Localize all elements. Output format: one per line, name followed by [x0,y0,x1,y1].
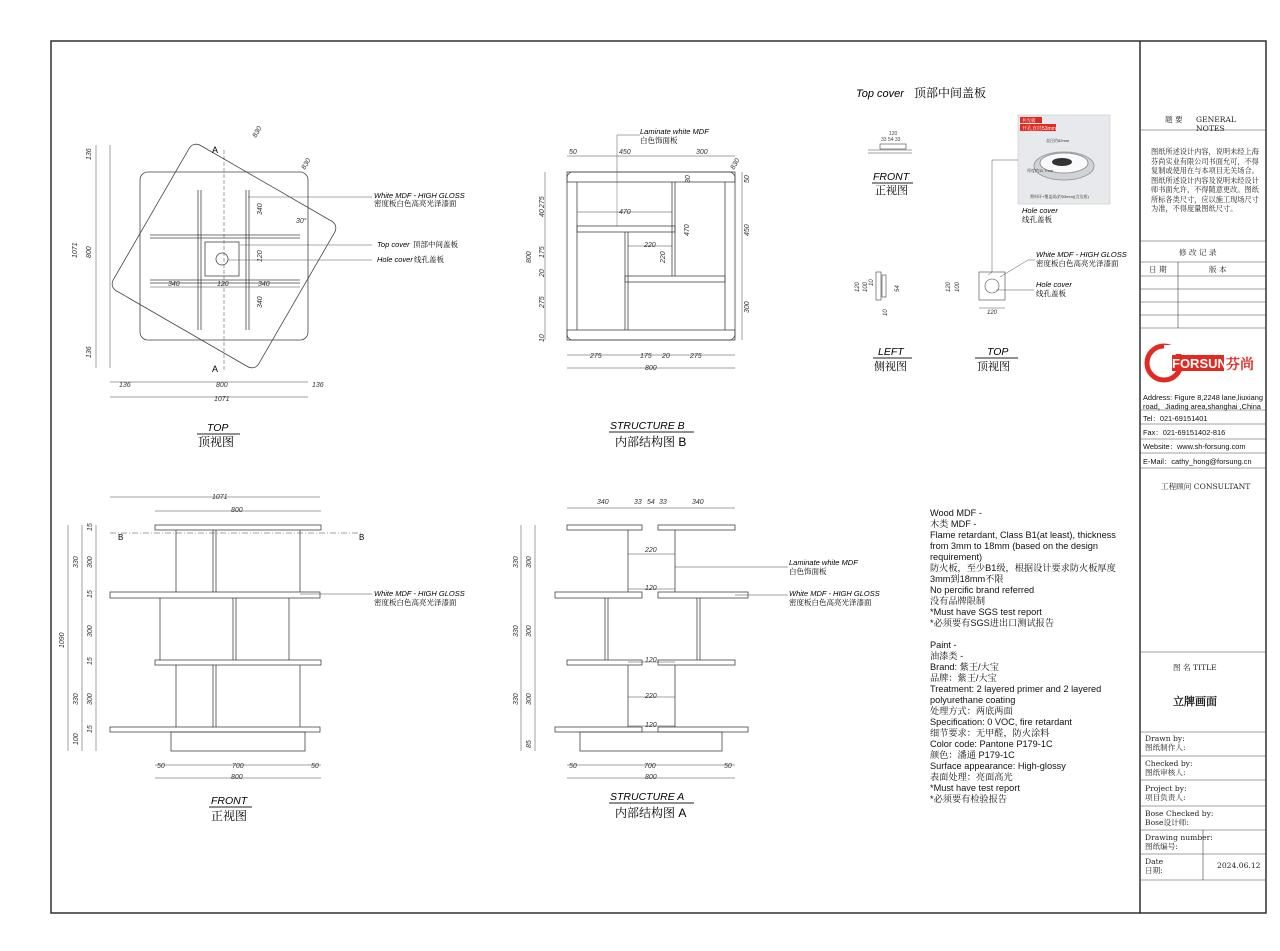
label-white-mdf-top-cn: 密度板白色高亮光泽漆面 [374,199,457,208]
dim-sb-220-v: 220 [660,251,667,263]
dim-sa-54: 54 [647,499,655,506]
dim-sb-800-v: 800 [526,251,533,263]
dim-fr-50-l: 50 [157,763,165,770]
label-hole-cover-en: Hole cover [377,255,413,264]
general-notes-cn: 题 要 [1165,115,1183,124]
dim-sb-10-v: 10 [539,334,546,342]
photo-tag: 共光板 [1022,118,1036,123]
drawing-number-label-cn: 图纸编号: [1145,842,1178,851]
note-line: Surface appearance: High-glossy [930,761,1066,771]
note-line: Paint - [930,640,957,650]
dim-tc-front-120: 120 [889,131,898,137]
drawing-number-label: Drawing number: [1145,833,1213,842]
photo-caption: 塑料环+覆盖面(约53mm)(含边框) [1030,194,1089,199]
date-label-cn: 日期: [1145,866,1163,875]
dim-sb-20-v: 20 [539,269,546,277]
dim-top-136-h1: 136 [119,382,131,389]
view-title-top: TOP [207,422,229,434]
note-line: Wood MDF - [930,508,982,518]
photo-dim-1: 直径约62mm [1046,138,1070,143]
label-hole-cover-tc-cn: 线孔盖板 [1036,289,1066,298]
consultant-label: 工程顾问 CONSULTANT [1161,482,1251,491]
detail-left-subtitle: 侧视图 [874,361,907,373]
dim-fr-1071: 1071 [212,494,228,501]
drawing-title: 立牌画面 [1173,695,1217,708]
note-line: *必须要有SGS进出口测试报告 [930,618,1055,628]
bose-checked-label: Bose Checked by: [1145,809,1214,818]
label-top-cover-en: Top cover [377,240,410,249]
logo-cn: 芬尚 [1226,356,1254,372]
label-white-mdf-sa-en: White MDF - HIGH GLOSS [789,589,880,598]
dim-top-340-v1: 340 [257,203,264,215]
dim-sb-30-v: 30 [685,175,692,183]
front-view [68,497,372,778]
date-value: 2024.06.12 [1217,861,1261,870]
dim-sb-800-h: 800 [645,365,657,372]
dim-sa-800: 800 [645,774,657,781]
section-mark-b-left: B [118,533,124,542]
title-block [1141,41,1266,913]
dim-top-800-v: 800 [86,246,93,258]
dim-fr-50-r: 50 [311,763,319,770]
label-hole-cover-cn: 线孔盖板 [414,255,444,264]
dim-sa-120-2: 120 [645,657,657,664]
top-cover-square [205,242,239,276]
top-cover-left [876,272,886,300]
dim-top-800-h: 800 [216,382,228,389]
dim-top-120-v: 120 [257,250,264,262]
detail-front-title: FRONT [873,171,910,183]
dim-top-136-h2: 136 [312,382,324,389]
structure-b-view [545,156,742,368]
company-email: E-Mail：cathy_hong@forsung.cn [1143,457,1252,466]
project-by-label-cn: 项目负责人: [1145,793,1186,802]
detail-front-subtitle: 正视图 [875,185,908,197]
dim-fr-15-1: 15 [87,523,94,531]
top-view [96,141,339,397]
dim-fr-300-1: 300 [87,556,94,568]
note-line: Color code: Pantone P179-1C [930,739,1053,749]
dim-sa-33-l: 33 [634,499,642,506]
revision-record-title: 修 改 记 录 [1179,248,1217,257]
label-white-mdf-front-en: White MDF - HIGH GLOSS [374,589,465,598]
dim-top-1071-h: 1071 [214,396,230,403]
dim-top-136-v2: 136 [86,346,93,358]
section-mark-a-top: A [212,145,219,155]
dim-fr-330-2: 330 [73,693,80,705]
dim-sb-830: 830 [729,157,742,171]
detail-left-title: LEFT [878,346,904,358]
note-line: 处理方式：两底两面 [930,706,1013,716]
dim-sb-40-v: 40 [539,209,546,217]
label-top-cover-cn: 顶部中间盖板 [413,240,458,249]
view-title-structure-b: STRUCTURE B [610,420,685,432]
dim-sb-50: 50 [569,149,577,156]
dim-sb-470: 470 [619,209,631,216]
dim-sa-33-r: 33 [659,499,667,506]
label-laminate-sb: Laminate white MDF [640,127,709,136]
hole-cover-circle [216,253,228,265]
label-hole-cover-tc-en: Hole cover [1036,280,1072,289]
detail-title-top-cover-cn: 顶部中间盖板 [914,86,987,100]
note-line: 表面处理：亮面高光 [930,772,1013,782]
dim-sb-20-h: 20 [662,353,670,360]
dim-sa-340-r: 340 [692,499,704,506]
dim-top-340-v2: 340 [257,296,264,308]
dim-fr-300-2: 300 [87,625,94,637]
project-by-label: Project by: [1145,784,1187,793]
dim-sa-220-1: 220 [645,547,657,554]
note-line: 品牌：紫王/大宝 [930,673,997,683]
view-title-front: FRONT [211,795,248,807]
logo-text: FORSUN [1172,356,1227,371]
photo-tag-2: 开孔直径53mm [1022,126,1056,132]
label-hole-cover-photo-cn: 线孔盖板 [1022,215,1052,224]
bose-checked-label-cn: Bose设计师: [1145,818,1189,827]
dim-fr-15-3: 15 [87,657,94,665]
company-address: Address: Figure 8,2248 lane,liuxiang road，Jiading area,shanghai ,China [1143,393,1263,411]
detail-top-subtitle: 顶视图 [977,361,1010,373]
dim-tc-left-33: 10 [883,309,889,316]
label-hole-cover-photo-en: Hole cover [1022,206,1058,215]
drawn-by-label: Drawn by: [1145,734,1185,743]
dim-sb-300: 300 [696,149,708,156]
dim-fr-300-3: 300 [87,693,94,705]
dim-top-340-h2: 340 [258,281,270,288]
dim-sa-120-1: 120 [645,585,657,592]
dim-fr-15-2: 15 [87,590,94,598]
dim-top-120-h: 120 [217,281,229,288]
note-line: 木类 MDF - [930,519,977,529]
label-white-mdf-sa-cn: 密度板白色高亮光泽漆面 [789,598,872,607]
dim-fr-100: 100 [73,733,80,745]
dim-sb-50-v: 50 [744,175,751,183]
company-website: Website：www.sh-forsung.com [1143,442,1246,451]
dim-sb-450: 450 [619,149,631,156]
dim-tc-top-120-v: 120 [946,281,952,292]
section-mark-b-right: B [359,533,365,542]
note-line: 防火板，至少B1级，根据设计要求防火板厚度3mm到18mm不限 [930,563,1116,584]
top-cover-front [868,144,912,153]
dim-top-1071-v: 1071 [72,242,79,258]
dim-sb-220-h: 220 [644,242,656,249]
label-white-mdf-tc-cn: 密度板白色高亮光泽漆面 [1036,259,1119,268]
general-notes-en: GENERAL NOTES [1196,115,1237,133]
section-mark-a-bottom: A [212,364,219,374]
material-notes [930,508,1135,805]
label-laminate-sa-en: Laminate white MDF [789,558,858,567]
dim-fr-1090: 1090 [59,632,66,648]
label-laminate-sa-cn: 白色饰面板 [789,567,827,576]
note-line: 细节要求：无甲醛，防火涂料 [930,728,1050,738]
dim-sa-50-l: 50 [569,763,577,770]
dim-sa-220-2: 220 [645,693,657,700]
note-line: 没有品牌限制 [930,596,986,606]
note-line: Treatment: 2 layered primer and 2 layered polyurethane coating [930,684,1102,705]
dim-sa-340-l: 340 [597,499,609,506]
dim-fr-330-1: 330 [73,556,80,568]
label-white-mdf-top: White MDF - HIGH GLOSS [374,191,465,200]
dim-sa-300-1: 300 [526,556,533,568]
dim-tc-top-120-h: 120 [987,310,998,316]
dim-fr-800-top: 800 [231,507,243,514]
dim-sa-700: 700 [644,763,656,770]
dim-sa-330-2: 330 [513,625,520,637]
view-subtitle-front: 正视图 [211,809,248,823]
dim-top-830b: 830 [300,157,313,171]
note-line: 颜色：潘通 P179-1C [930,750,1015,760]
dim-fr-700: 700 [232,763,244,770]
dim-top-830a: 830 [251,125,264,139]
dim-top-340-h1: 340 [168,281,180,288]
note-line: *Must have test report [930,783,1020,793]
label-white-mdf-tc-en: White MDF - HIGH GLOSS [1036,250,1127,259]
note-line: 油漆类 - [930,651,964,661]
dim-tc-left-120: 120 [855,281,861,292]
dim-sb-300-v: 300 [744,301,751,313]
dim-tc-front: 33 54 33 [881,137,901,143]
view-subtitle-structure-b: 内部结构图 B [615,435,687,449]
dim-sb-175-h: 175 [640,353,652,360]
dim-sb-450-v: 450 [744,224,751,236]
dim-tc-top-100-v: 100 [955,281,961,292]
dim-sb-275-v2: 275 [539,296,546,308]
company-tel: Tel：021-69151401 [1143,414,1208,423]
dim-top-angle: 30° [296,218,307,225]
label-white-mdf-front-cn: 密度板白色高亮光泽漆面 [374,598,457,607]
dim-sa-300-3: 300 [526,693,533,705]
note-line: Brand: 紫王/大宝 [930,662,999,672]
detail-top-title: TOP [987,346,1009,358]
note-line: Flame retardant, Class B1(at least), thickness from 3mm to 18mm (based on the design requirement) [930,530,1116,562]
dim-fr-800-bot: 800 [231,774,243,781]
company-fax: Fax：021-69151402-816 [1143,428,1226,437]
note-line: *必须要有检验报告 [930,794,1008,804]
note-line: *Must have SGS test report [930,607,1042,617]
dim-sa-120-3: 120 [645,722,657,729]
dim-top-136-v1: 136 [86,148,93,160]
detail-title-top-cover: Top cover [856,88,904,100]
checked-by-label: Checked by: [1145,759,1193,768]
dim-sa-50-r: 50 [724,763,732,770]
dim-sa-300-2: 300 [526,625,533,637]
dim-sa-85: 85 [526,740,533,748]
dim-tc-left-100: 100 [863,281,869,292]
dim-tc-left-54: 54 [895,285,901,292]
dim-sb-175-v: 175 [539,246,546,258]
dim-sb-275-h2: 275 [690,353,702,360]
dim-fr-15-4: 15 [87,725,94,733]
label-laminate-sb-cn: 白色饰面板 [640,136,678,145]
dim-sa-330-1: 330 [513,556,520,568]
general-notes-text: 图纸所述设计内容，说明未经上海芬尚实业有限公司书面允可，不得复制或使用在与本项目无关场合。图纸所述设计内容及说明未经设计师书面允许，不得随意更改。图纸所标各类尺寸，应以施工现场尺寸为准，不得度量图纸尺寸。 [1151,147,1259,213]
dim-sb-275-v1: 275 [539,196,546,208]
dim-sb-275-h1: 275 [590,353,602,360]
note-line: No percific brand referred [930,585,1035,595]
view-title-structure-a: STRUCTURE A [610,791,685,803]
dim-sa-330-3: 330 [513,693,520,705]
photo-dim-2: 厚度约11.7mm [1027,168,1054,173]
title-label: 图 名 TITLE [1173,663,1217,672]
dim-tc-left-10: 10 [869,279,875,286]
view-subtitle-structure-a: 内部结构图 A [615,806,687,820]
revision-version-header: 版 本 [1209,265,1227,274]
date-label: Date [1145,857,1164,866]
note-line: Specification: 0 VOC, fire retardant [930,717,1072,727]
checked-by-label-cn: 图纸审核人: [1145,768,1186,777]
dim-sb-470-v: 470 [684,224,691,236]
drawn-by-label-cn: 图纸制作人: [1145,743,1186,752]
revision-date-header: 日 期 [1149,265,1167,274]
view-subtitle-top: 顶视图 [198,435,235,449]
